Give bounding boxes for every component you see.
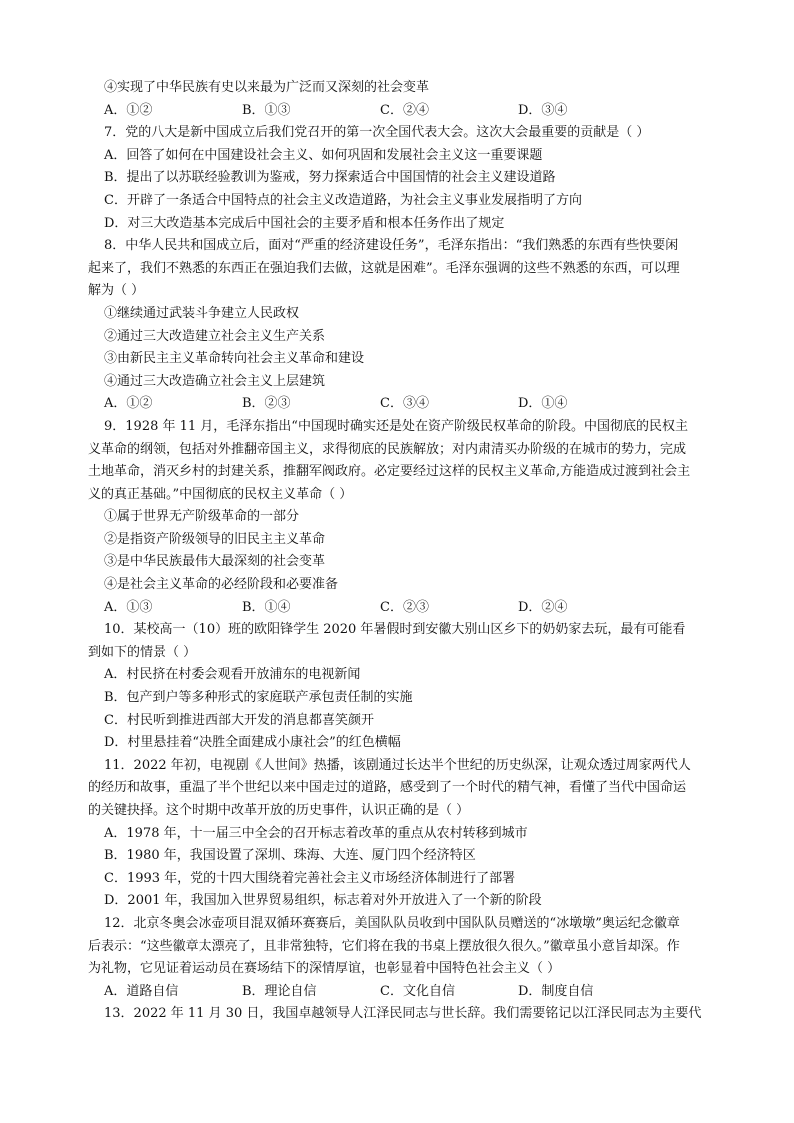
text-line: 义革命的纲领，包括对外推翻帝国主义，求得彻底的民族解放；对内肃清买办阶级的在城市的势力，完成: [88, 441, 687, 457]
option-choice: B．①③: [242, 102, 291, 118]
option-choice: B．②③: [242, 396, 291, 412]
text-line: A．回答了如何在中国建设社会主义、如何巩固和发展社会主义这一重要课题: [104, 147, 543, 163]
option-row: [88, 100, 736, 123]
text-line: ②通过三大改造建立社会主义生产关系: [104, 328, 326, 344]
option-choice: A．道路自信: [104, 983, 179, 999]
text-line: 9．1928 年 11 月，毛泽东指出“中国现时确实还是处在资产阶级民权革命的阶段。中国彻底的民权主: [104, 418, 688, 434]
text-line: ④是社会主义革命的必经阶段和必要准备: [104, 577, 339, 593]
text-line: ④通过三大改造确立社会主义上层建筑: [104, 373, 326, 389]
option-choice: A．①③: [104, 599, 153, 615]
text-line: 12．北京冬奥会冰壶项目混双循环赛赛后，美国队队员收到中国队队员赠送的“冰墩墩”奥运纪念徽章: [104, 915, 680, 931]
text-line: 7．党的八大是新中国成立后我们党召开的第一次全国代表大会。这次大会最重要的贡献是（ ）: [104, 125, 650, 141]
text-line: ①属于世界无产阶级革命的一部分: [104, 509, 300, 525]
option-choice: A．①②: [104, 396, 153, 412]
text-line: 到如下的情景（ ）: [88, 644, 197, 660]
text-line: 13．2022 年 11 月 30 日，我国卓越领导人江泽民同志与世长辞。我们需要铭记以江泽民同志为主要代: [104, 1006, 702, 1022]
text-line: ④实现了中华民族有史以来最为广泛而又深刻的社会变革: [104, 80, 430, 95]
option-choice: C．文化自信: [380, 983, 455, 999]
text-line: 11．2022 年初，电视剧《人世间》热播，该剧通过长达半个世纪的历史纵深，让观众透过周家两代人: [104, 757, 691, 773]
text-line: 义的真正基础。”中国彻底的民权主义革命（ ）: [88, 486, 353, 502]
text-line: 解为（ ）: [88, 283, 145, 299]
question-content: [88, 77, 736, 1026]
text-line: C．村民听到推进西部大开发的消息都喜笑颜开: [104, 712, 374, 728]
option-row: [88, 597, 736, 620]
option-choice: B．理论自信: [242, 983, 317, 999]
text-line: 的关键抉择。这个时期中改革开放的历史事件，认识正确的是（ ）: [88, 803, 470, 818]
text-line: B．1980 年，我国设置了深圳、珠海、大连、厦门四个经济特区: [104, 848, 476, 864]
text-line: 后表示：“这些徽章太漂亮了，且非常独特，它们将在我的书桌上摆放很久很久。”徽章虽小意旨却深。作: [88, 938, 680, 954]
text-line: 为礼物，它见证着运动员在赛场结下的深情厚谊，也彰显着中国特色社会主义（ ）: [88, 961, 561, 977]
text-line: 的经历和故事，重温了半个世纪以来中国走过的道路，感受到了一个时代的精气神，看懂了当代中国命运: [88, 780, 687, 796]
text-line: C．开辟了一条适合中国特点的社会主义改造道路，为社会主义事业发展指明了方向: [104, 192, 582, 208]
option-choice: D．②④: [518, 599, 568, 615]
text-line: D．村里悬挂着“决胜全面建成小康社会”的红色横幅: [104, 735, 401, 751]
option-row: [88, 981, 736, 1004]
text-line: B．提出了以苏联经验教训为鉴戒，努力探索适合中国国情的社会主义建设道路: [104, 170, 556, 186]
text-line: D．2001 年，我国加入世界贸易组织，标志着对外开放进入了一个新的阶段: [104, 893, 542, 909]
option-choice: C．③④: [380, 396, 429, 412]
text-line: D．对三大改造基本完成后中国社会的主要矛盾和根本任务作出了规定: [104, 215, 505, 231]
option-choice: D．③④: [518, 102, 568, 118]
text-line: 土地革命，消灭乡村的封建关系，推翻军阀政府。必定要经过这样的民权主义革命,方能造成过渡到社会主: [88, 464, 691, 480]
text-line: ①继续通过武装斗争建立人民政权: [104, 305, 300, 321]
option-choice: D．制度自信: [518, 983, 594, 999]
text-line: ③由新民主主义革命转向社会主义革命和建设: [104, 351, 365, 367]
option-choice: D．①④: [518, 396, 568, 412]
text-line: ②是指资产阶级领导的旧民主主义革命: [104, 531, 326, 547]
text-line: 10．某校高一（10）班的欧阳锋学生 2020 年暑假时到安徽大别山区乡下的奶奶家去玩，最有可能看: [104, 622, 686, 638]
option-choice: A．①②: [104, 102, 153, 118]
text-line: A．1978 年，十一届三中全会的召开标志着改革的重点从农村转移到城市: [104, 825, 528, 841]
text-line: C．1993 年，党的十四大围绕着完善社会主义市场经济体制进行了部署: [104, 870, 516, 886]
text-line: B．包产到户等多种形式的家庭联产承包责任制的实施: [104, 690, 413, 706]
text-line: ③是中华民族最伟大最深刻的社会变革: [104, 554, 326, 570]
option-choice: B．①④: [242, 599, 291, 615]
option-row: [88, 393, 736, 416]
option-choice: C．②③: [380, 599, 429, 615]
text-line: 起来了，我们不熟悉的东西正在强迫我们去做，这就是困难”。毛泽东强调的这些不熟悉的东西，可以理: [88, 260, 680, 276]
text-line: A．村民挤在村委会观看开放浦东的电视新闻: [104, 667, 361, 683]
text-line: 8．中华人民共和国成立后，面对“严重的经济建设任务”，毛泽东指出：“我们熟悉的东西有些快要闲: [104, 238, 679, 254]
option-choice: C．②④: [380, 102, 429, 118]
